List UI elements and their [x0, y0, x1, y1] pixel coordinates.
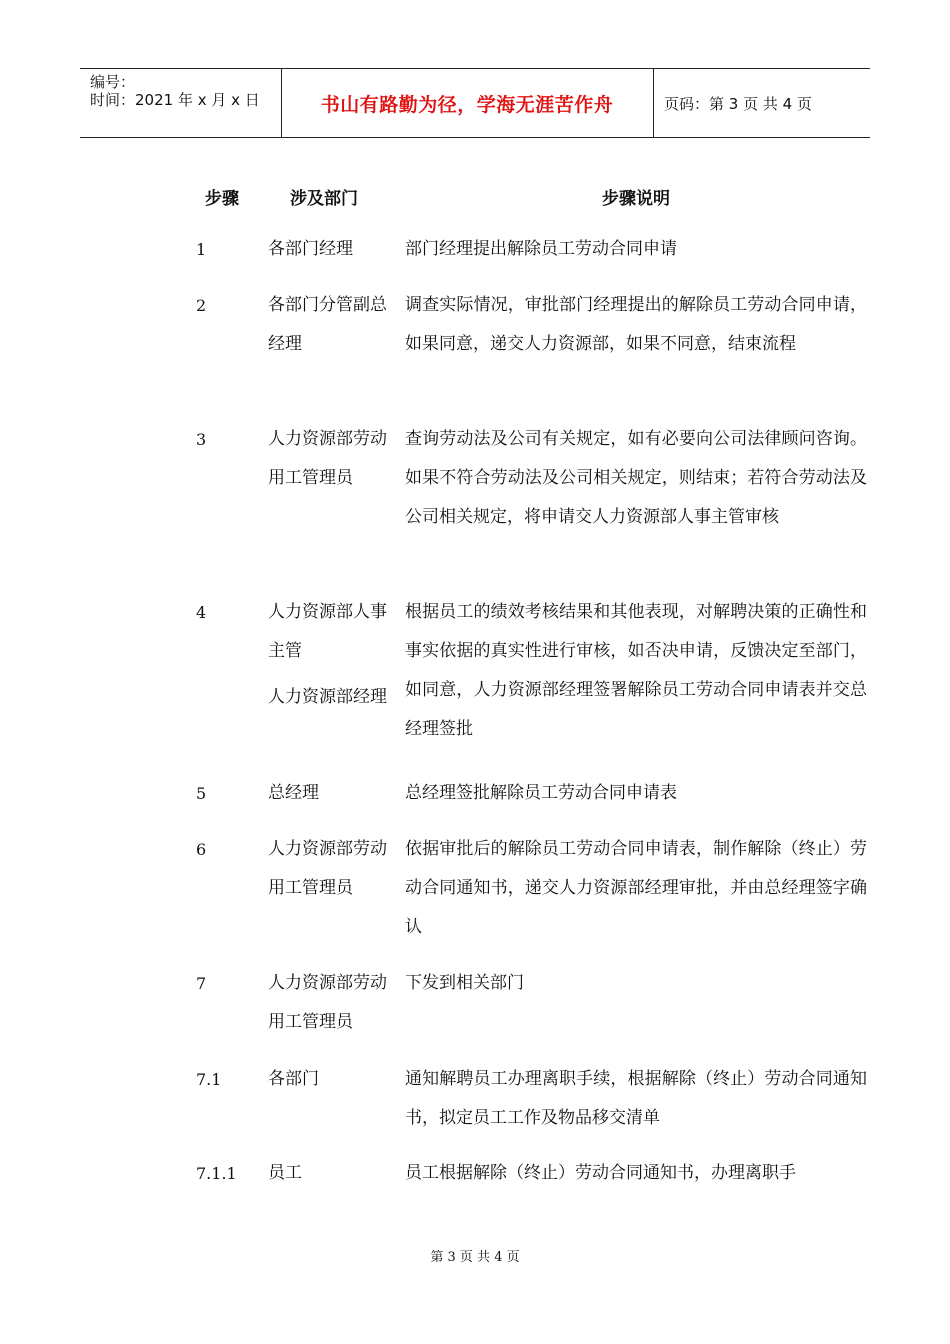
step-description: 部门经理提出解除员工劳动合同申请 — [405, 239, 677, 259]
department-name: 人力资源部劳动用工管理员 — [268, 429, 387, 488]
step-description: 下发到相关部门 — [405, 973, 524, 993]
step-number: 7.1.1 — [196, 1164, 237, 1183]
page-footer: 第 3 页 共 4 页 — [430, 1250, 520, 1265]
step-description: 依据审批后的解除员工劳动合同申请表，制作解除（终止）劳动合同通知书，递交人力资源部经理审批，并由总经理签字确认 — [405, 839, 867, 937]
step-number: 2 — [196, 296, 207, 315]
step-department — [268, 1154, 393, 1193]
department-name: 人力资源部劳动用工管理员 — [268, 839, 387, 898]
header-left-cell — [80, 69, 282, 137]
department-name: 人力资源部经理 — [268, 687, 387, 707]
department-name: 总经理 — [268, 783, 319, 803]
step-description: 员工根据解除（终止）劳动合同通知书，办理离职手 — [405, 1163, 796, 1183]
step-department — [268, 1060, 393, 1099]
step-number: 7 — [196, 974, 207, 993]
step-department — [268, 593, 393, 717]
step-department — [268, 964, 393, 1042]
header-page-info: 页码：第 3 页 共 4 页 — [664, 94, 812, 113]
step-department — [268, 286, 393, 364]
step-description: 根据员工的绩效考核结果和其他表现，对解聘决策的正确性和事实依据的真实性进行审核，如否决申请，反馈决定至部门，如同意，人力资源部经理签署解除员工劳动合同申请表并交总经理签批 — [405, 602, 867, 739]
step-description: 总经理签批解除员工劳动合同申请表 — [405, 783, 677, 803]
document-number-label: 编号： — [90, 73, 136, 91]
document-date-label: 时间：2021 年 x 月 x 日 — [90, 91, 260, 109]
step-department — [268, 420, 393, 498]
header-motto-cell — [281, 69, 654, 137]
header-page-cell — [654, 69, 870, 137]
column-header-description: 步骤说明 — [602, 189, 670, 209]
department-name: 人力资源部人事主管 — [268, 602, 387, 661]
step-description: 查询劳动法及公司有关规定，如有必要向公司法律顾问咨询。如果不符合劳动法及公司相关规定，则结束；若符合劳动法及公司相关规定，将申请交人力资源部人事主管审核 — [405, 429, 867, 527]
department-name: 各部门经理 — [268, 239, 353, 259]
step-number: 4 — [196, 603, 207, 622]
step-description: 调查实际情况，审批部门经理提出的解除员工劳动合同申请，如果同意，递交人力资源部，如果不同意，结束流程 — [405, 295, 867, 354]
department-name: 各部门 — [268, 1069, 319, 1089]
step-number: 6 — [196, 840, 207, 859]
step-department — [268, 830, 393, 908]
step-number: 7.1 — [196, 1070, 222, 1089]
column-header-department: 涉及部门 — [290, 189, 358, 209]
step-number: 1 — [196, 240, 207, 259]
department-name: 员工 — [268, 1163, 302, 1183]
department-name: 人力资源部劳动用工管理员 — [268, 973, 387, 1032]
step-number: 5 — [196, 784, 207, 803]
step-department — [268, 774, 393, 813]
step-department — [268, 230, 393, 269]
header-motto: 书山有路勤为径，学海无涯苦作舟 — [320, 93, 614, 116]
step-description: 通知解聘员工办理离职手续，根据解除（终止）劳动合同通知书，拟定员工工作及物品移交清单 — [405, 1069, 867, 1128]
step-number: 3 — [196, 430, 207, 449]
department-name: 各部门分管副总经理 — [268, 295, 387, 354]
page-header — [80, 68, 870, 138]
column-header-step: 步骤 — [205, 189, 239, 209]
